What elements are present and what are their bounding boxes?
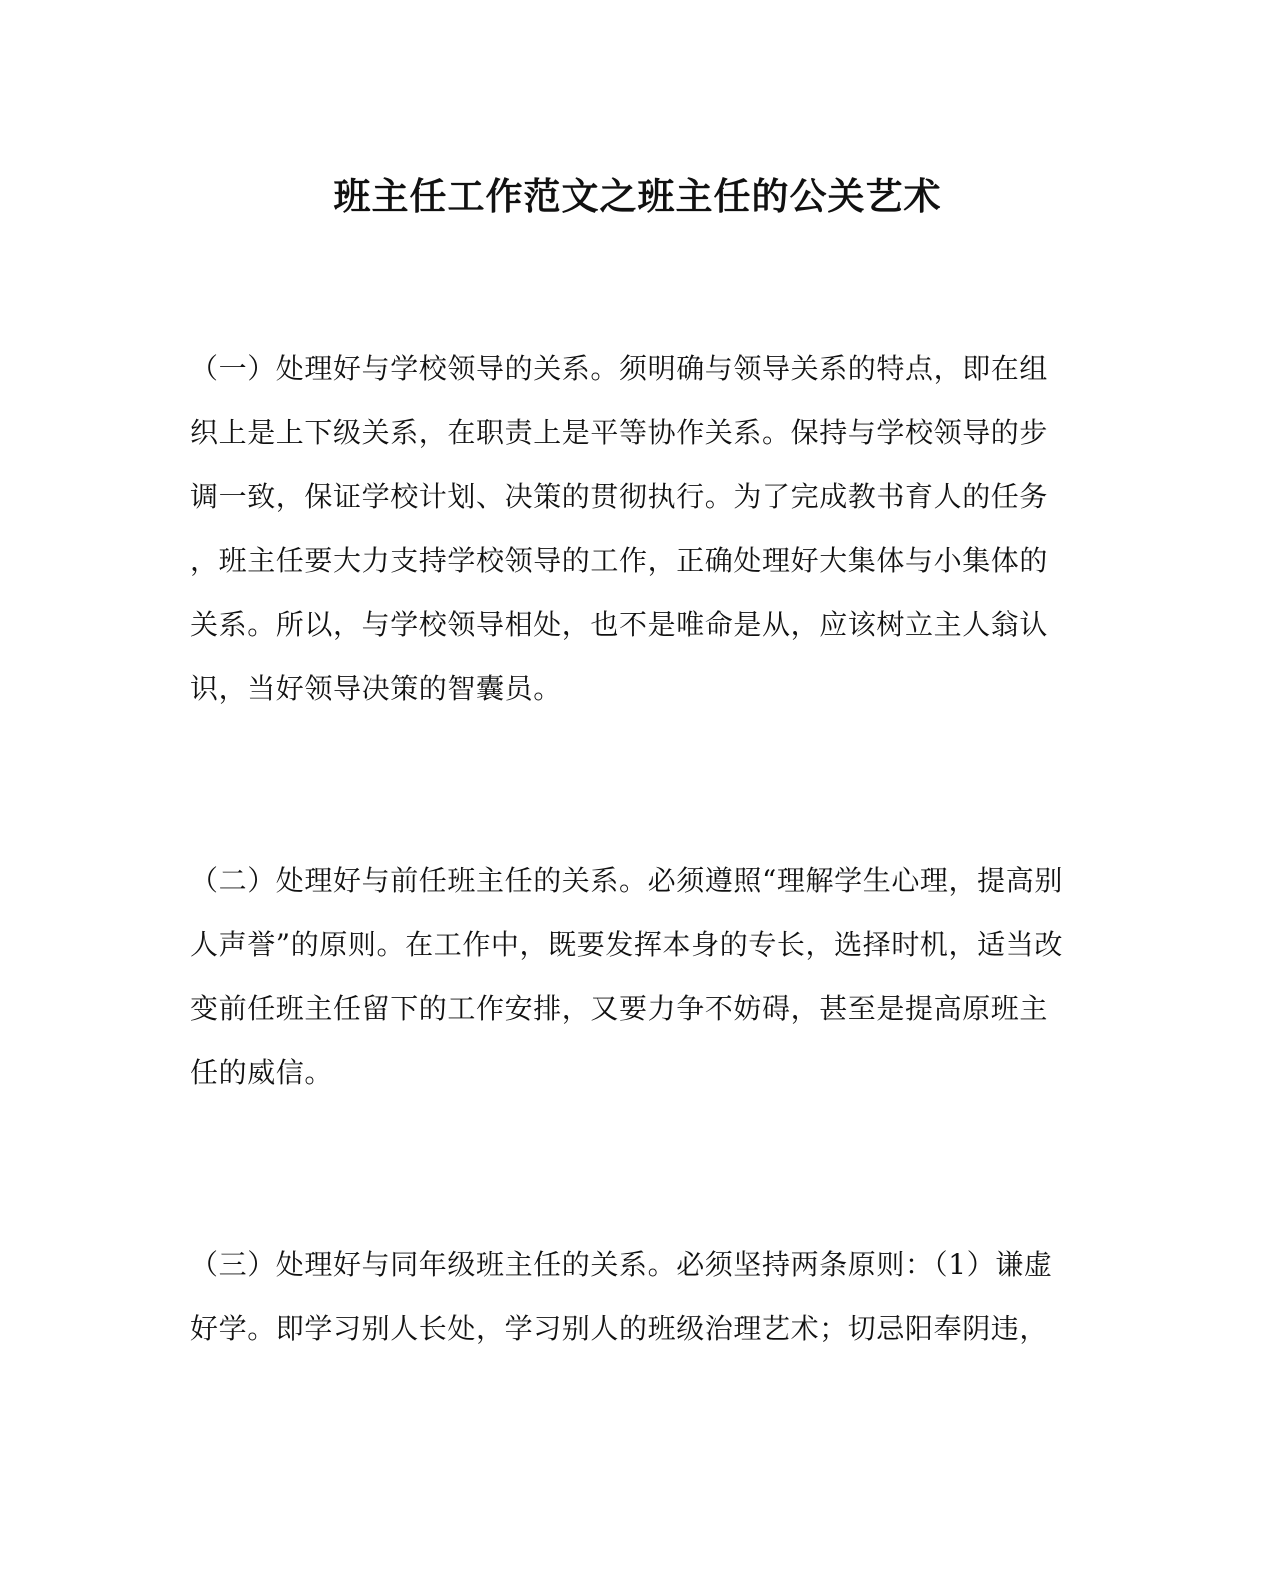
- paragraph-3-line: 好学。即学习别人长处，学习别人的班级治理艺术；切忌阳奉阴违，: [190, 1312, 1049, 1345]
- paragraph-2-line: 变前任班主任留下的工作安排，又要力争不妨碍，甚至是提高原班主: [190, 992, 1049, 1025]
- paragraph-2-line: 人声誉”的原则。在工作中，既要发挥本身的专长，选择时机，适当改: [190, 928, 1063, 961]
- paragraph-1-line: ，班主任要大力支持学校领导的工作，正确处理好大集体与小集体的: [190, 544, 1049, 577]
- paragraph-1-line: 调一致，保证学校计划、决策的贯彻执行。为了完成教书育人的任务: [190, 480, 1049, 513]
- paragraph-3-line: （三）处理好与同年级班主任的关系。必须坚持两条原则：（1）谦虚: [190, 1248, 1053, 1281]
- document-title: 班主任工作范文之班主任的公关艺术: [333, 174, 942, 218]
- paragraph-2-line: 任的威信。: [190, 1056, 334, 1089]
- paragraph-1-line: 识，当好领导决策的智囊员。: [190, 672, 562, 705]
- paragraph-1-line: 织上是上下级关系，在职责上是平等协作关系。保持与学校领导的步: [190, 416, 1049, 449]
- paragraph-1-line: 关系。所以，与学校领导相处，也不是唯命是从，应该树立主人翁认: [190, 608, 1049, 641]
- paragraph-2-line: （二）处理好与前任班主任的关系。必须遵照“理解学生心理，提高别: [190, 864, 1063, 897]
- paragraph-1-line: （一）处理好与学校领导的关系。须明确与领导关系的特点，即在组: [190, 352, 1049, 385]
